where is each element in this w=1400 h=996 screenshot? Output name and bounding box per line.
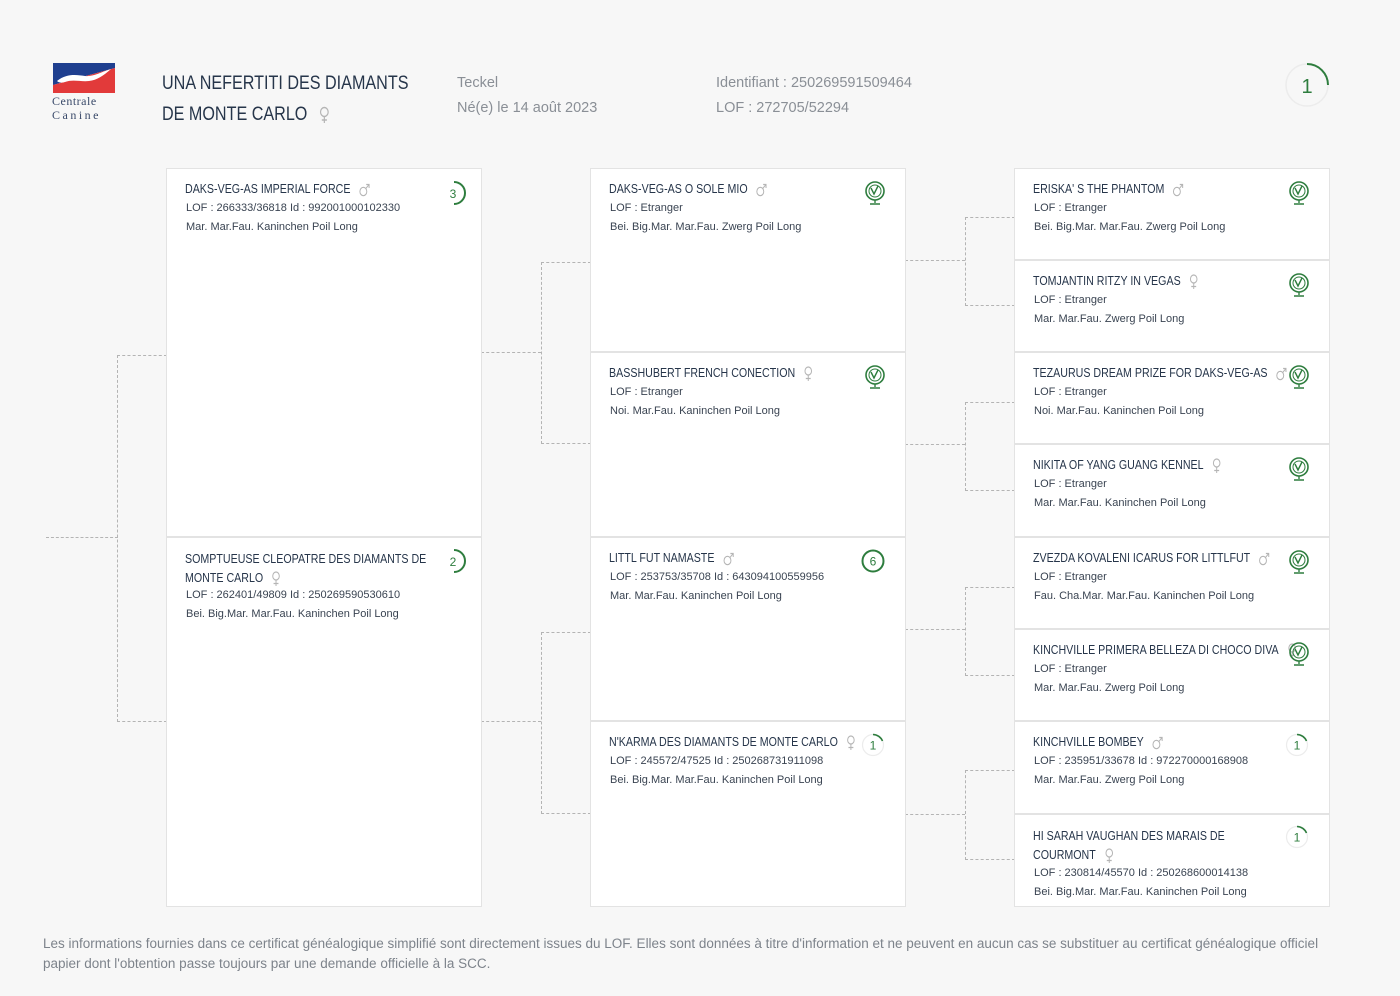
female-icon [803, 366, 813, 382]
card-lof: LOF : 230814/45570 Id : 250268600014138 [1034, 867, 1249, 879]
card-coat: Mar. Mar.Fau. Zwerg Poil Long [1034, 313, 1185, 325]
card-lof: LOF : Etranger [610, 202, 683, 214]
header-count-badge [1284, 62, 1330, 108]
card-lof: LOF : 253753/35708 Id : 643094100559956 [610, 571, 825, 583]
header-count: 1 [1301, 76, 1313, 98]
card-coat: Bei. Big.Mar. Mar.Fau. Kaninchen Poil Long [1034, 886, 1247, 898]
count-badge-icon [860, 731, 886, 759]
card-coat: Fau. Cha.Mar. Mar.Fau. Kaninchen Poil Long [1034, 590, 1255, 602]
foreign-globe-icon [1286, 640, 1312, 668]
male-icon [1152, 736, 1163, 750]
card-name[interactable]: BASSHUBERT FRENCH CONECTION [609, 364, 813, 382]
card-lof: LOF : Etranger [1034, 571, 1107, 583]
card-name[interactable]: TOMJANTIN RITZY IN VEGAS [1033, 272, 1199, 290]
female-icon [271, 571, 281, 587]
logo-wordmark [52, 94, 118, 122]
female-icon [319, 106, 331, 124]
card-coat: Noi. Mar.Fau. Kaninchen Poil Long [610, 405, 780, 417]
count-ring-icon [1284, 62, 1330, 108]
female-icon [1212, 458, 1222, 474]
logo-line-1: Centrale [52, 94, 97, 108]
card-lof: LOF : Etranger [1034, 202, 1107, 214]
connector [905, 629, 965, 630]
card-name[interactable]: ZVEZDA KOVALENI ICARUS FOR LITTLFUT [1033, 549, 1270, 567]
card-name[interactable]: NIKITA OF YANG GUANG KENNEL [1033, 456, 1222, 474]
card-name[interactable]: SOMPTUEUSE CLEOPATRE DES DIAMANTS DE MONTE CARLO [185, 551, 427, 585]
card-lof: LOF : Etranger [610, 386, 683, 398]
card-lof: LOF : 235951/33678 Id : 972270000168908 [1034, 755, 1249, 767]
female-icon [846, 735, 856, 751]
count-badge-icon [441, 179, 467, 207]
svg-text:3: 3 [449, 187, 457, 201]
card-name[interactable]: KINCHVILLE BOMBEY [1033, 733, 1163, 751]
connector [905, 814, 965, 815]
card-name[interactable]: N'KARMA DES DIAMANTS DE MONTE CARLO [609, 733, 856, 751]
male-icon [756, 183, 767, 197]
male-icon [359, 183, 370, 197]
svg-text:2: 2 [449, 555, 457, 569]
male-icon [723, 552, 734, 566]
card-name[interactable]: HI SARAH VAUGHAN DES MARAIS DE COURMONT [1033, 828, 1225, 862]
card-lof: LOF : Etranger [1034, 294, 1107, 306]
female-icon [1104, 848, 1114, 864]
card-great-grandparent[interactable] [1014, 168, 1330, 260]
card-grandparent[interactable] [590, 352, 906, 537]
card-lof: LOF : Etranger [1034, 386, 1107, 398]
centrale-canine-logo [52, 60, 116, 126]
svg-text:1: 1 [1293, 830, 1301, 845]
card-great-grandparent[interactable] [1014, 260, 1330, 352]
card-name[interactable]: DAKS-VEG-AS IMPERIAL FORCE [185, 180, 370, 198]
logo-line-2: Canine [52, 108, 101, 122]
breed: Teckel [457, 75, 499, 91]
connector [965, 770, 1015, 860]
foreign-globe-icon [862, 363, 888, 391]
card-coat: Noi. Mar.Fau. Kaninchen Poil Long [1034, 405, 1204, 417]
card-dam[interactable] [166, 537, 482, 907]
card-lof: LOF : 266333/36818 Id : 992001000102330 [186, 202, 401, 214]
connector [965, 217, 1015, 306]
count-badge-icon [1284, 823, 1310, 851]
dog-name [162, 68, 409, 130]
card-lof: LOF : 262401/49809 Id : 250269590530610 [186, 589, 401, 601]
card-grandparent[interactable] [590, 168, 906, 352]
card-great-grandparent[interactable] [1014, 352, 1330, 444]
card-great-grandparent[interactable] [1014, 444, 1330, 537]
dog-name-text: UNA NEFERTITI DES DIAMANTS DE MONTE CARLO [162, 73, 409, 125]
svg-text:6: 6 [869, 554, 877, 569]
card-sire[interactable] [166, 168, 482, 537]
card-coat: Mar. Mar.Fau. Zwerg Poil Long [1034, 682, 1185, 694]
male-icon [1173, 183, 1184, 197]
card-great-grandparent[interactable] [1014, 814, 1330, 907]
connector [541, 632, 591, 814]
foreign-globe-icon [1286, 548, 1312, 576]
svg-text:1: 1 [1293, 738, 1301, 753]
foreign-globe-icon [1286, 271, 1312, 299]
connector [965, 402, 1015, 491]
card-great-grandparent[interactable] [1014, 537, 1330, 629]
foreign-globe-icon [1286, 363, 1312, 391]
card-coat: Bei. Big.Mar. Mar.Fau. Kaninchen Poil Long [186, 608, 399, 620]
identifiant: Identifiant : 250269591509464 [716, 75, 912, 91]
connector [46, 537, 118, 538]
foreign-globe-icon [862, 179, 888, 207]
card-coat: Mar. Mar.Fau. Kaninchen Poil Long [1034, 497, 1206, 509]
connector [965, 587, 1015, 676]
male-icon [1258, 552, 1269, 566]
identification-info [716, 71, 912, 121]
female-icon [1189, 274, 1199, 290]
count-badge-icon [441, 547, 467, 575]
card-name[interactable]: TEZAURUS DREAM PRIZE FOR DAKS-VEG-AS [1033, 364, 1287, 382]
card-coat: Mar. Mar.Fau. Zwerg Poil Long [1034, 774, 1185, 786]
foreign-globe-icon [1286, 179, 1312, 207]
connector [905, 260, 965, 261]
card-name[interactable]: LITTL FUT NAMASTE [609, 549, 734, 567]
card-lof: LOF : Etranger [1034, 663, 1107, 675]
svg-text:1: 1 [869, 738, 877, 753]
lof-number: LOF : 272705/52294 [716, 100, 850, 116]
breed-birth-info [457, 71, 597, 121]
foreign-globe-icon [1286, 455, 1312, 483]
card-coat: Bei. Big.Mar. Mar.Fau. Zwerg Poil Long [1034, 221, 1226, 233]
birth-date: Né(e) le 14 août 2023 [457, 100, 598, 116]
card-great-grandparent[interactable] [1014, 629, 1330, 721]
card-name[interactable]: ERISKA' S THE PHANTOM [1033, 180, 1184, 198]
card-great-grandparent[interactable] [1014, 721, 1330, 814]
card-lof: LOF : 245572/47525 Id : 250268731911098 [610, 755, 824, 767]
connector [117, 355, 167, 722]
card-coat: Bei. Big.Mar. Mar.Fau. Kaninchen Poil Long [610, 774, 823, 786]
card-name[interactable]: KINCHVILLE PRIMERA BELLEZA DI CHOCO DIVA [1033, 641, 1297, 659]
card-lof: LOF : Etranger [1034, 478, 1107, 490]
card-grandparent[interactable] [590, 537, 906, 721]
count-badge-icon [860, 547, 886, 575]
connector [905, 444, 965, 445]
card-coat: Bei. Big.Mar. Mar.Fau. Zwerg Poil Long [610, 221, 802, 233]
disclaimer: Les informations fournies dans ce certificat généalogique simplifié sont directement issues du LOF. Elles sont données à titre d'information et ne peuvent en aucun cas se substituer au certificat généalogique officiel papier dont l'obtention passe toujours par une demande officielle à la SCC. [43, 936, 1319, 971]
connector [481, 352, 541, 353]
connector [481, 721, 541, 722]
count-badge-icon [1284, 731, 1310, 759]
card-coat: Mar. Mar.Fau. Kaninchen Poil Long [610, 590, 782, 602]
card-grandparent[interactable] [590, 721, 906, 907]
connector [541, 262, 591, 444]
logo-emblem-icon [53, 63, 115, 93]
card-coat: Mar. Mar.Fau. Kaninchen Poil Long [186, 221, 358, 233]
card-name[interactable]: DAKS-VEG-AS O SOLE MIO [609, 180, 767, 198]
